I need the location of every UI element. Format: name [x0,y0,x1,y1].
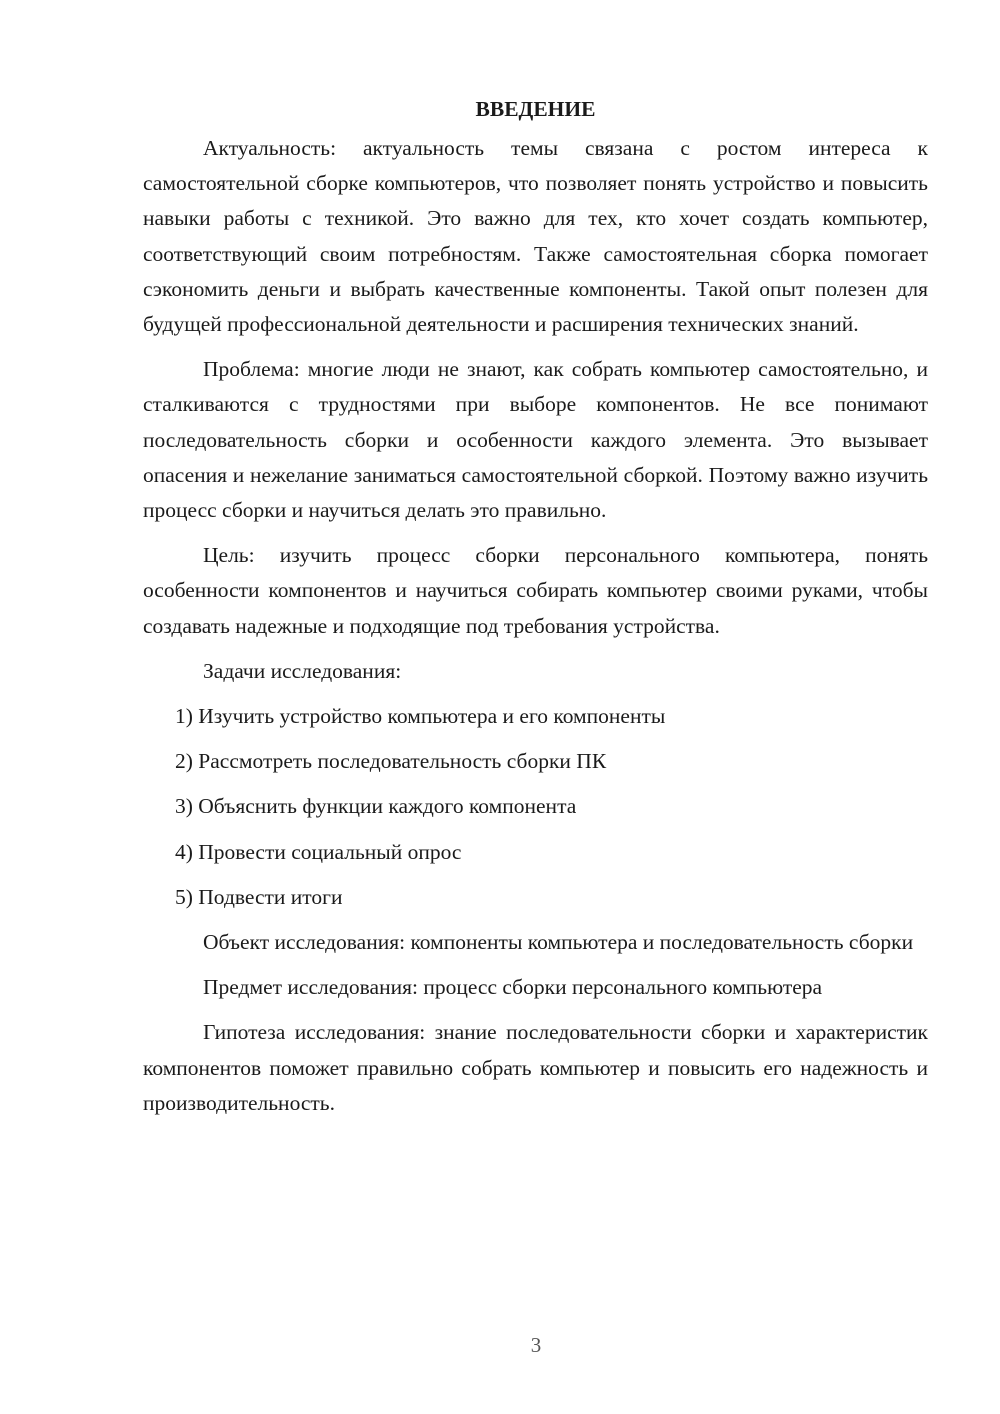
task-item-3: 3) Объяснить функции каждого компонента [175,794,577,819]
paragraph-hypothesis: Гипотеза исследования: знание последовательности сборки и характеристик компонентов поможет правильно собрать компьютер и повысить его надежность и производительность. [143,1020,928,1115]
tasks-heading: Задачи исследования: [203,658,402,683]
task-item-1: 1) Изучить устройство компьютера и его компоненты [175,704,666,729]
page-number: 3 [530,1333,542,1357]
paragraph-object: Объект исследования: компоненты компьютера и последовательность сборки [203,930,914,955]
task-item-5: 5) Подвести итоги [175,884,343,909]
task-item-2: 2) Рассмотреть последовательность сборки ПК [175,749,607,774]
paragraph-problem: Проблема: многие люди не знают, как собрать компьютер самостоятельно, и сталкиваются с трудностями при выборе компонентов. Не все понимают последовательность сборки и особенности каждого элемента. Это вызывает опасения и нежелание заниматься самостоятельной сборкой. Поэтому важно изучить процесс сборки и научиться делать это правильно. [143,357,928,523]
paragraph-relevance: Актуальность: актуальность темы связана с ростом интереса к самостоятельной сборке компьютеров, что позволяет понять устройство и повысить навыки работы с техникой. Это важно для тех, кто хочет создать компьютер, соответствующий своим потребностям. Также самостоятельная сборка помогает сэкономить деньги и выбрать качественные компоненты. Такой опыт полезен для будущей профессиональной деятельности и расширения технических знаний. [143,136,928,337]
tasks-list [143,699,928,915]
paragraph-subject: Предмет исследования: процесс сборки персонального компьютера [203,975,823,1000]
paragraph-goal: Цель: изучить процесс сборки персонального компьютера, понять особенности компонентов и научиться собирать компьютер своими руками, чтобы создавать надежные и подходящие под требования устройства. [143,543,928,638]
page-title: ВВЕДЕНИЕ [475,97,596,121]
document-page [143,92,928,1131]
task-item-4: 4) Провести социальный опрос [175,839,462,864]
